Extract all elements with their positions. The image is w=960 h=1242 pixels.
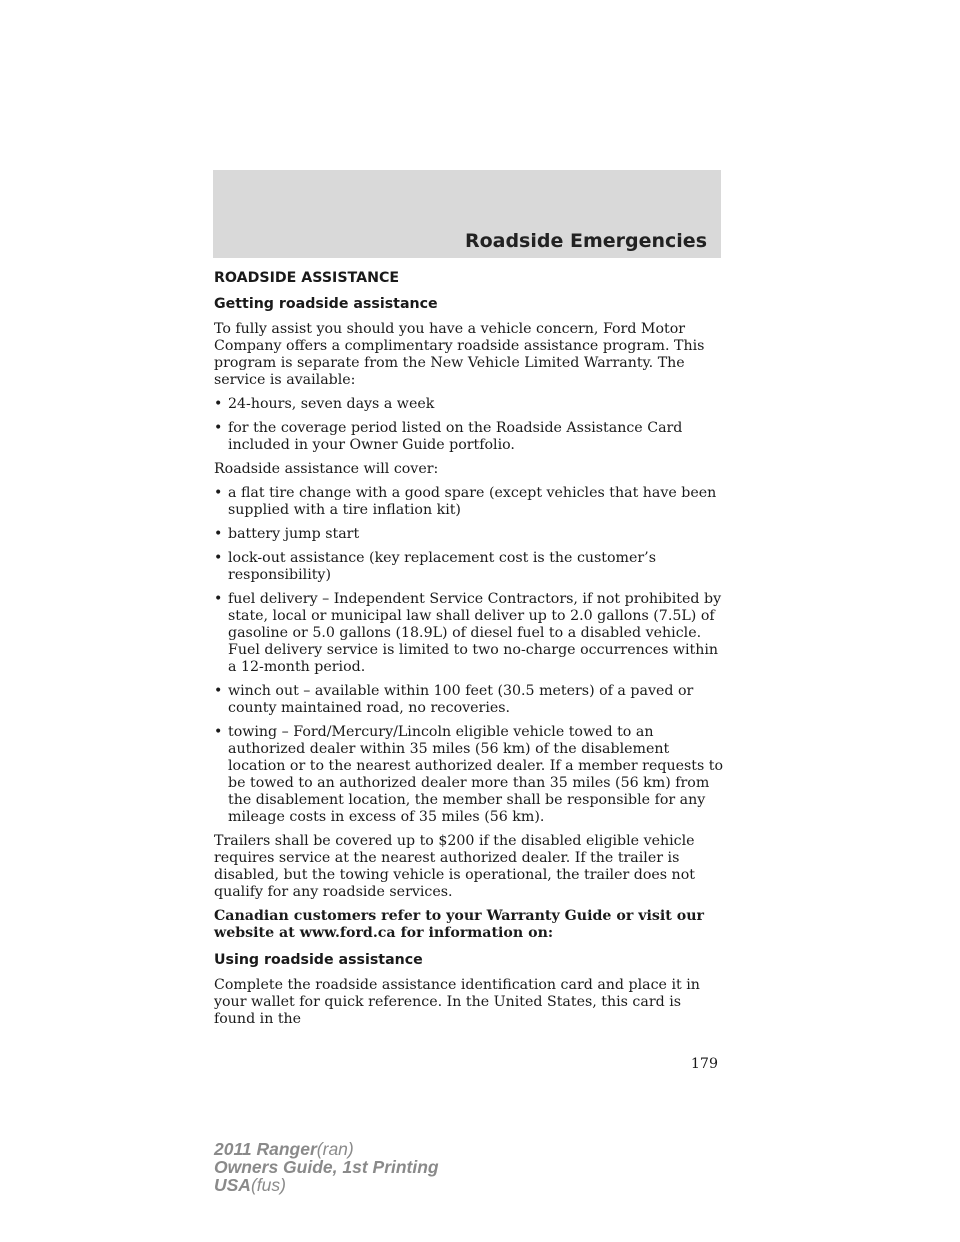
list-item: • a flat tire change with a good spare (except vehicles that have been supplied with a tire inflation kit) [214,485,717,518]
section-title: Roadside Emergencies [464,230,707,252]
coverage-intro: Roadside assistance will cover: [214,461,439,477]
bullet-icon: • [214,526,223,542]
canadian-customers-note: Canadian customers refer to your Warranty Guide or visit our website at www.ford.ca for information on: [214,908,705,941]
footer-line-market: USA(fus) [214,1175,286,1195]
subheading-using-assistance: Using roadside assistance [214,952,423,968]
availability-list [214,396,724,454]
bullet-icon: • [214,591,223,607]
list-item: • 24-hours, seven days a week [214,396,435,412]
bullet-icon: • [214,420,223,436]
bullet-icon: • [214,683,223,699]
bullet-icon: • [214,396,223,412]
list-item: • battery jump start [214,526,360,542]
list-item: • for the coverage period listed on the Roadside Assistance Card included in your Owner Guide portfolio. [214,420,683,453]
page-content [214,270,724,1035]
bullet-icon: • [214,550,223,566]
bullet-icon: • [214,485,223,501]
list-item: • fuel delivery – Independent Service Contractors, if not prohibited by state, local or municipal law shall deliver up to 2.0 gallons (7.5L) of gasoline or 5.0 gallons (18.9L) of diesel fuel to a disabled vehicle. Fuel delivery service is limited to two no-charge occurrences within a 12-month period. [214,591,722,675]
intro-paragraph: To fully assist you should you have a vehicle concern, Ford Motor Company offers a complimentary roadside assistance program. This program is separate from the New Vehicle Limited Warranty. The service is available: [214,321,705,388]
document-footer [214,1140,439,1194]
page-number: 179 [690,1056,718,1072]
footer-line-model: 2011 Ranger(ran) [214,1139,354,1159]
list-item: • winch out – available within 100 feet (30.5 meters) of a paved or county maintained road, no recoveries. [214,683,694,716]
list-item: • towing – Ford/Mercury/Lincoln eligible vehicle towed to an authorized dealer within 35 miles (56 km) of the disablement location or to the nearest authorized dealer. If a member requests to be towed to an authorized dealer more than 35 miles (56 km) from the disablement location, the member shall be responsible for any mileage costs in excess of 35 miles (56 km). [214,724,723,825]
section-heading: ROADSIDE ASSISTANCE [214,270,400,286]
using-paragraph: Complete the roadside assistance identification card and place it in your wallet for quick reference. In the United States, this card is found in the [214,977,700,1027]
subheading-getting-assistance: Getting roadside assistance [214,296,438,312]
list-item: • lock-out assistance (key replacement cost is the customer’s responsibility) [214,550,656,583]
section-header-band [213,170,721,258]
bullet-icon: • [214,724,223,740]
trailers-paragraph: Trailers shall be covered up to $200 if the disabled eligible vehicle requires service at the nearest authorized dealer. If the trailer is disabled, but the towing vehicle is operational, the trailer does not qualify for any roadside services. [214,833,695,900]
footer-line-guide: Owners Guide, 1st Printing [214,1157,439,1177]
coverage-list [214,485,724,826]
